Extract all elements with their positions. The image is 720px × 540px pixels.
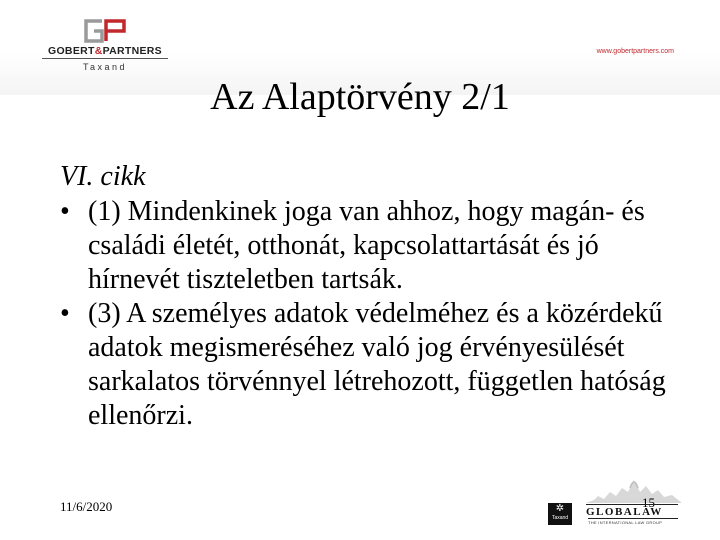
bullet-text: (1) Mindenkinek joga van ahhoz, hogy magán- és családi életét, otthonát, kapcsolattartását és jó hírnevét tiszteletben tartsák. [88,196,645,295]
website-url: www.gobertpartners.com [596,48,674,55]
logo-divider [42,58,168,59]
taxand-star-icon: ✲ [555,503,565,514]
taxand-badge [548,503,572,525]
slide-title: Az Alaptörvény 2/1 [210,76,510,118]
bullet-icon: • [60,298,70,329]
section-heading: VI. cikk [60,161,146,192]
logo-subtitle: Taxand [82,62,128,72]
taxand-badge-label: Taxand [551,515,569,521]
globalaw-logo: GLOBALAW [586,504,678,518]
bullet-item [60,297,680,433]
gobert-partners-logo-icon [82,18,128,44]
logo-name-left: GOBERT [48,45,95,57]
bullet-text: (3) A személyes adatok védelméhez és a közérdekű adatok megismeréséhez való jog érvényesülését sarkalatos törvénnyel létrehozott, független hatóság ellenőrzi. [88,298,666,431]
company-logo [40,18,170,78]
logo-name-right: PARTNERS [102,45,162,57]
bullet-item [60,195,680,297]
bullet-list [60,195,680,433]
globalaw-tagline: THE INTERNATIONAL LAW GROUP [588,518,678,525]
globalaw-skyline-icon [584,470,684,504]
bullet-icon: • [60,196,70,227]
logo-wordmark [40,45,170,57]
slide-content [60,160,680,433]
footer-date: 11/6/2020 [60,499,113,514]
logo-ampersand: & [94,45,103,57]
page-number: 15 [642,495,655,510]
